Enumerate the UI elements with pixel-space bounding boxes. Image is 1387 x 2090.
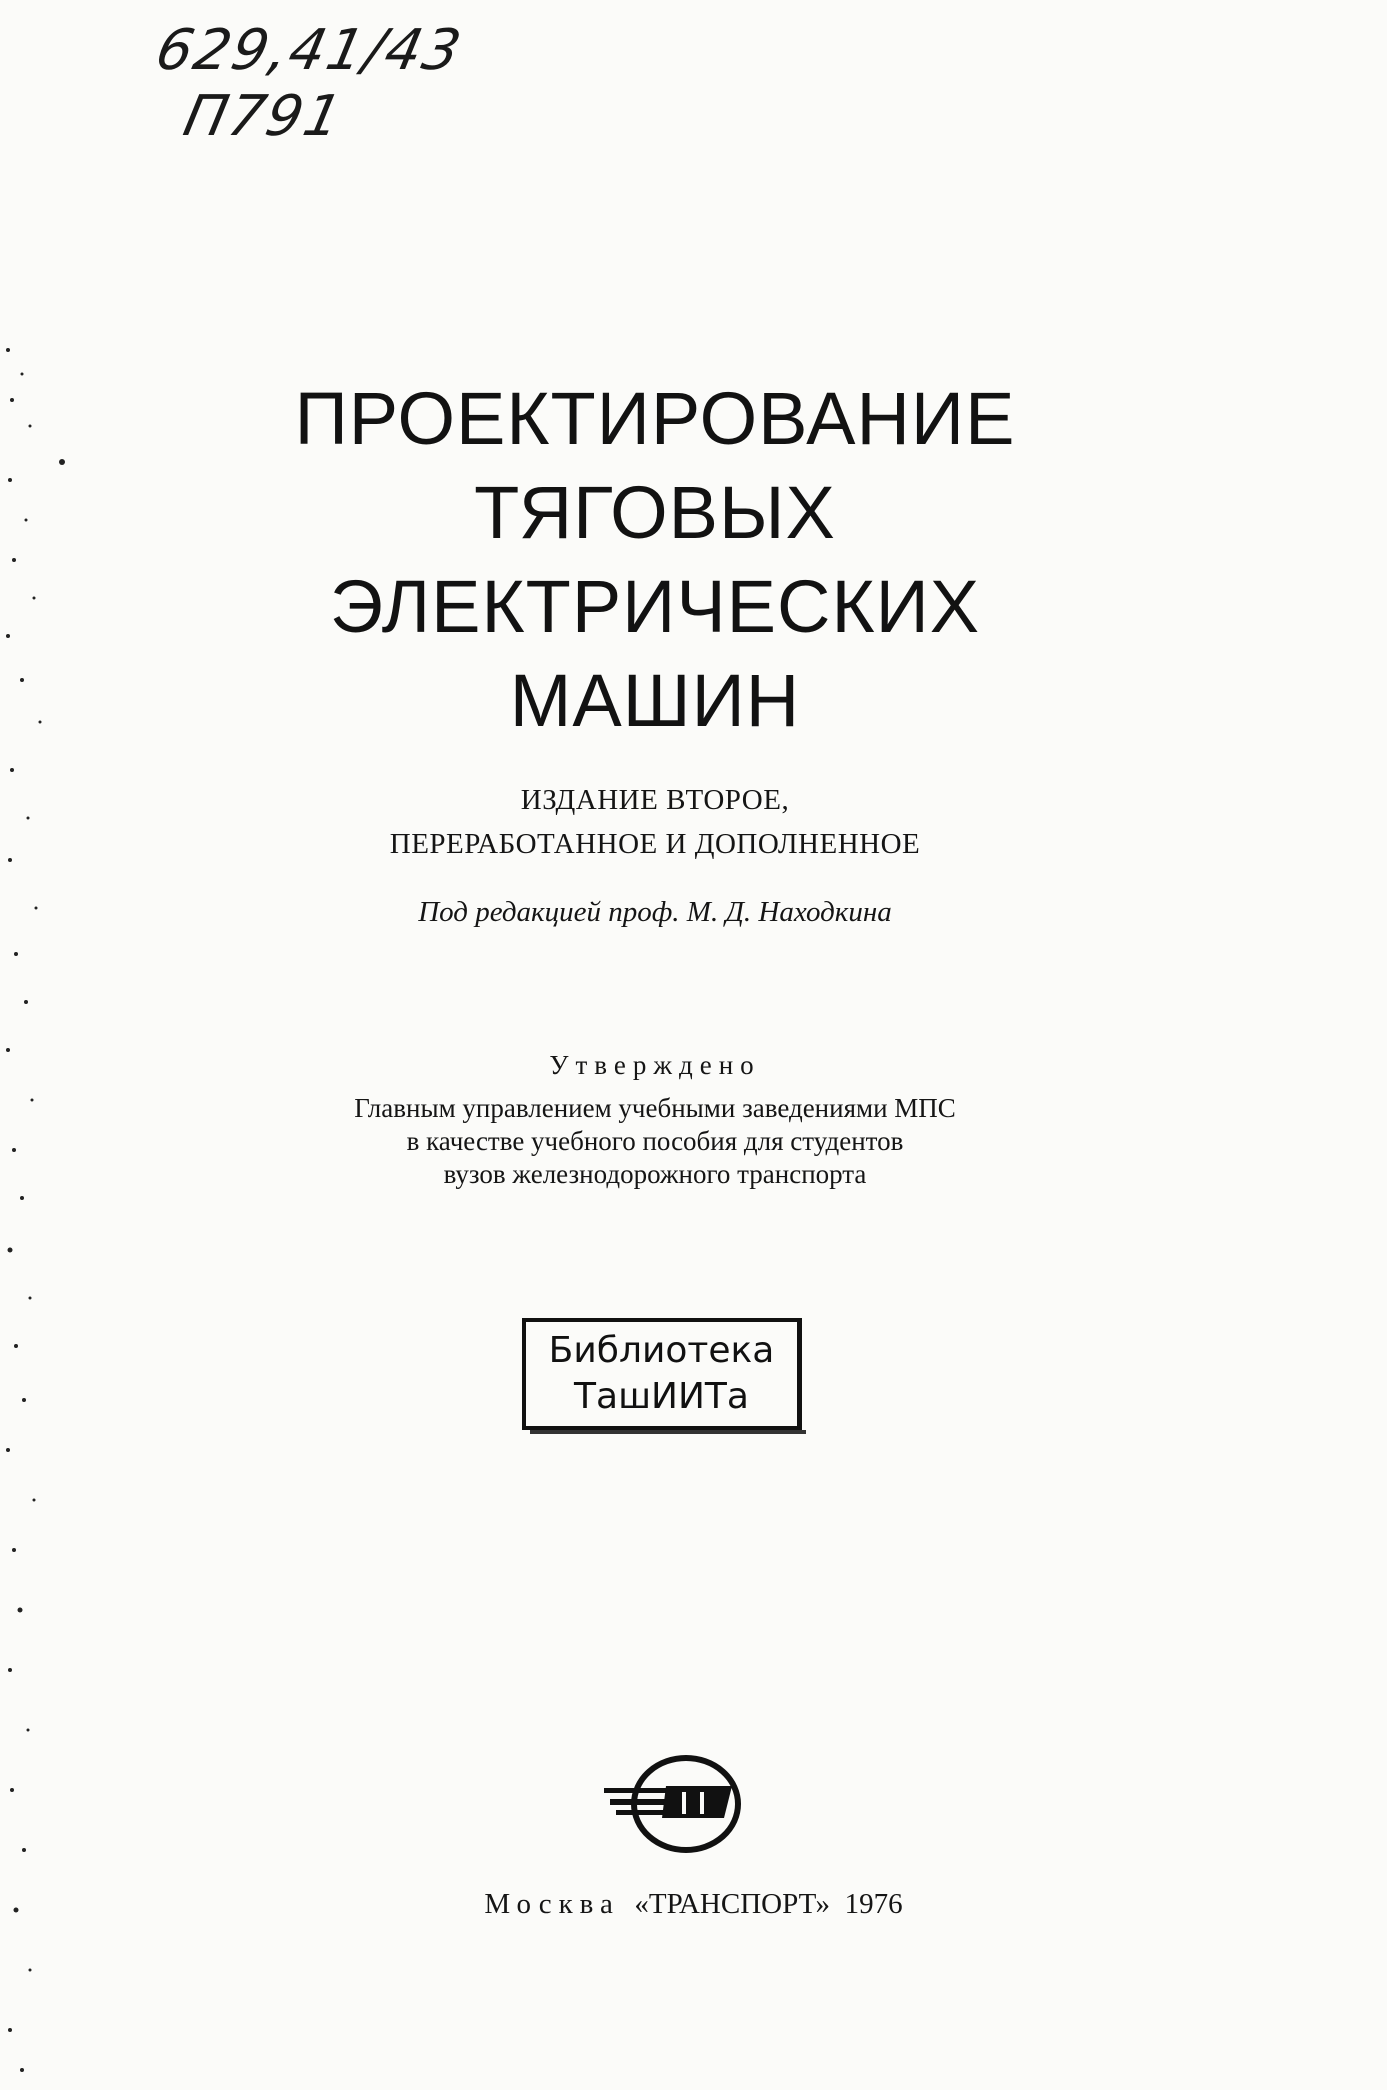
handwritten-shelf-mark: [136, 18, 468, 150]
stamp-line-2: ТашИИТа: [574, 1376, 749, 1417]
stamp-underline: [530, 1430, 806, 1434]
edition-note: [0, 778, 1310, 866]
approval-line-2: в качестве учебного пособия для студентов: [406, 1126, 904, 1156]
title-line-3: ЭЛЕКТРИЧЕСКИХ: [329, 565, 981, 648]
title-line-4: МАШИН: [509, 659, 801, 742]
approval-line-3: вузов железнодорожного транспорта: [443, 1159, 867, 1189]
approval-heading: Утверждено: [549, 1050, 761, 1080]
edition-line-2: ПЕРЕРАБОТАННОЕ И ДОПОЛНЕННОЕ: [389, 828, 921, 860]
editor-credit: Под редакцией проф. М. Д. Находкина: [418, 896, 892, 928]
approval-line-1: Главным управлением учебными заведениями МПС: [354, 1093, 956, 1123]
book-title: [0, 372, 1310, 748]
stamp-line-1: Библиотека: [548, 1330, 775, 1371]
shelf-mark-line-2: П791: [178, 84, 349, 149]
title-line-1: ПРОЕКТИРОВАНИЕ: [294, 377, 1016, 460]
edition-line-1: ИЗДАНИЕ ВТОРОЕ,: [520, 784, 790, 816]
shelf-mark-line-1: 629,41/43: [150, 18, 469, 83]
transport-publisher-logo-icon: [604, 1752, 744, 1856]
imprint-line: [0, 1888, 1387, 1921]
approval-text: [0, 1092, 1310, 1191]
title-line-2: ТЯГОВЫХ: [474, 471, 836, 554]
scan-edge-speckles: [0, 330, 70, 2090]
imprint-city: Москва: [484, 1888, 620, 1920]
library-stamp: [522, 1318, 802, 1430]
imprint-year: 1976: [844, 1888, 903, 1920]
imprint-publisher: «ТРАНСПОРТ»: [634, 1888, 831, 1920]
